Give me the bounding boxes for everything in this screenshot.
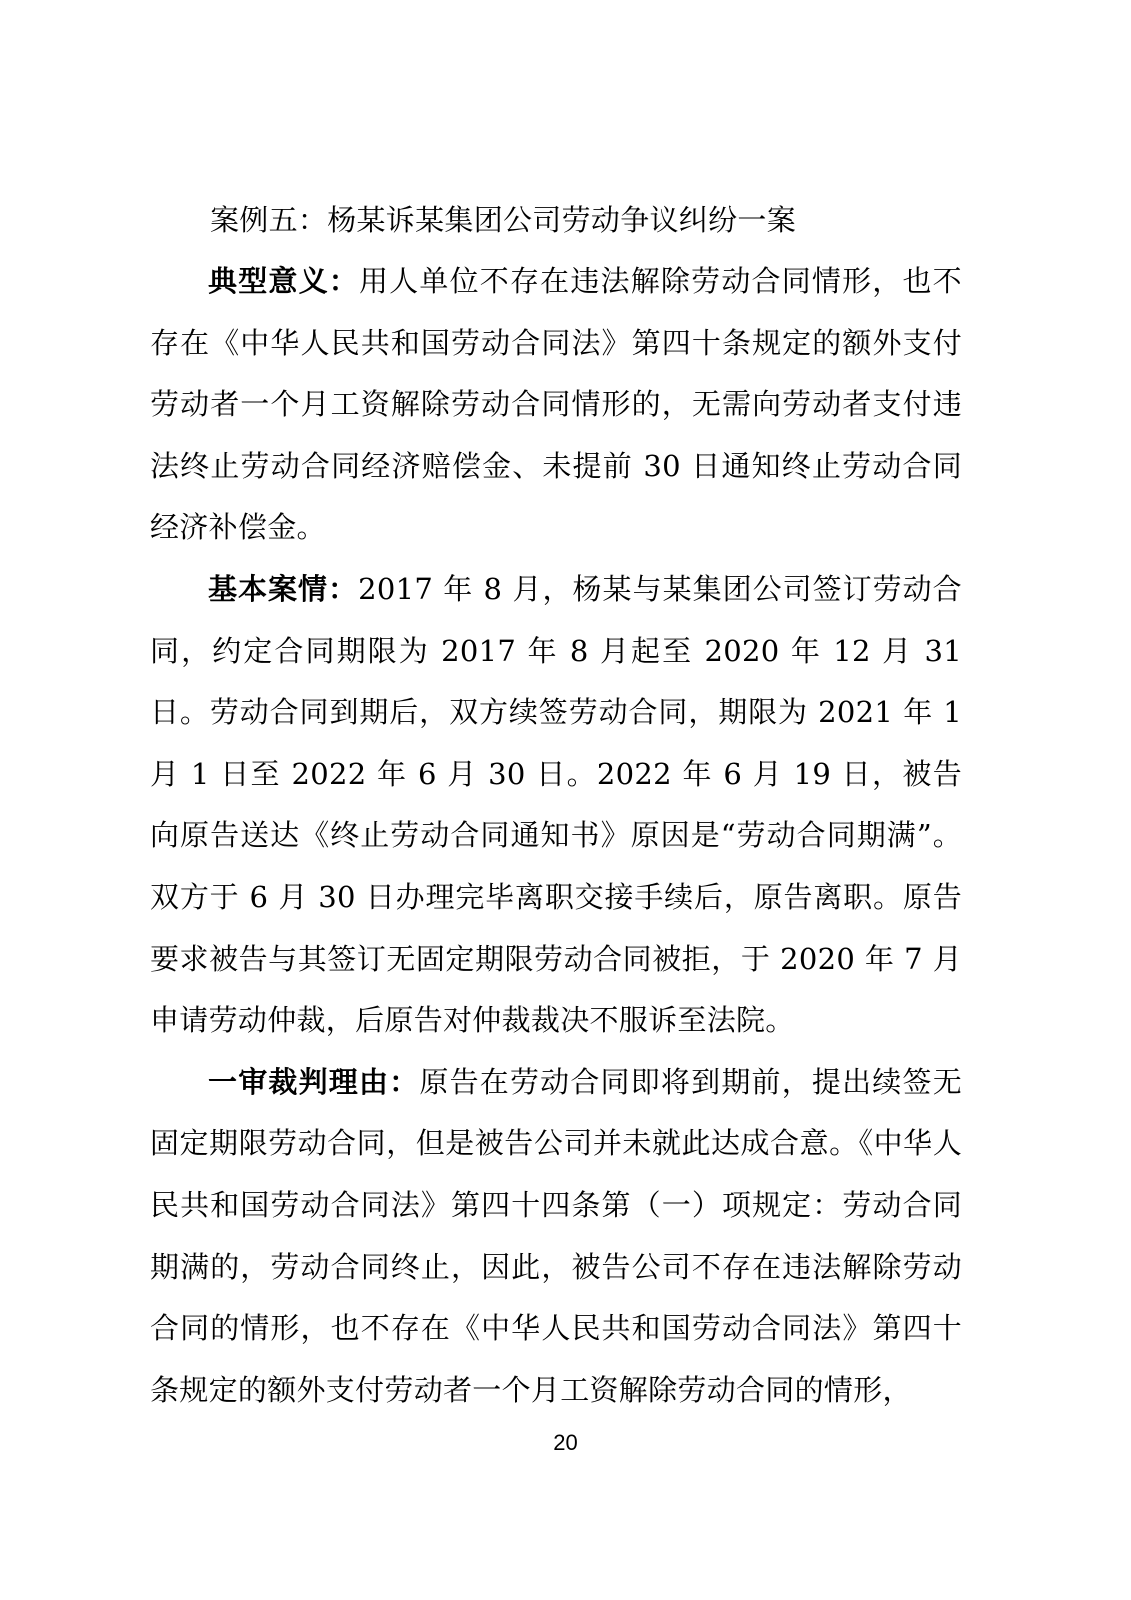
section-text: 原告在劳动合同即将到期前，提出续签无固定期限劳动合同，但是被告公司并未就此达成合意。《中华人民共和国劳动合同法》第四十四条第（一）项规定：劳动合同期满的，劳动合同终止，因此，被告公司不存在违法解除劳动合同的情形，也不存在《中华人民共和国劳动合同法》第四十条规定的额外支付劳动者一个月工资解除劳动合同的情形，	[150, 1064, 962, 1407]
case-title: 案例五：杨某诉某集团公司劳动争议纠纷一案	[210, 203, 797, 237]
section-basic-facts	[150, 559, 962, 1052]
section-text: 用人单位不存在违法解除劳动合同情形，也不存在《中华人民共和国劳动合同法》第四十条规定的额外支付劳动者一个月工资解除劳动合同情形的，无需向劳动者支付违法终止劳动合同经济赔偿金、未提前 30 日通知终止劳动合同经济补偿金。	[150, 264, 962, 545]
section-first-instance-reasoning	[150, 1052, 962, 1422]
section-heading: 一审裁判理由：	[208, 1064, 420, 1099]
section-heading: 典型意义：	[208, 264, 359, 298]
section-heading: 基本案情：	[208, 571, 359, 606]
document-body	[150, 190, 962, 1421]
section-text: 2017 年 8 月，杨某与某集团公司签订劳动合同，约定合同期限为 2017 年 8 月起至 2020 年 12 月 31 日。劳动合同到期后，双方续签劳动合同，期限为 2021 年 1 月 1 日至 2022 年 6 月 30 日。2022 年 6 月 19 日，被告向原告送达《终止劳动合同通知书》原因是“劳动合同期满”。双方于 6 月 30 日办理完毕离职交接手续后，原告离职。原告要求被告与其签订无固定期限劳动合同被拒，于 2020 年 7 月申请劳动仲裁，后原告对仲裁裁决不服诉至法院。	[150, 571, 962, 1038]
section-typical-significance	[150, 251, 962, 559]
page-number: 20	[553, 1430, 578, 1455]
